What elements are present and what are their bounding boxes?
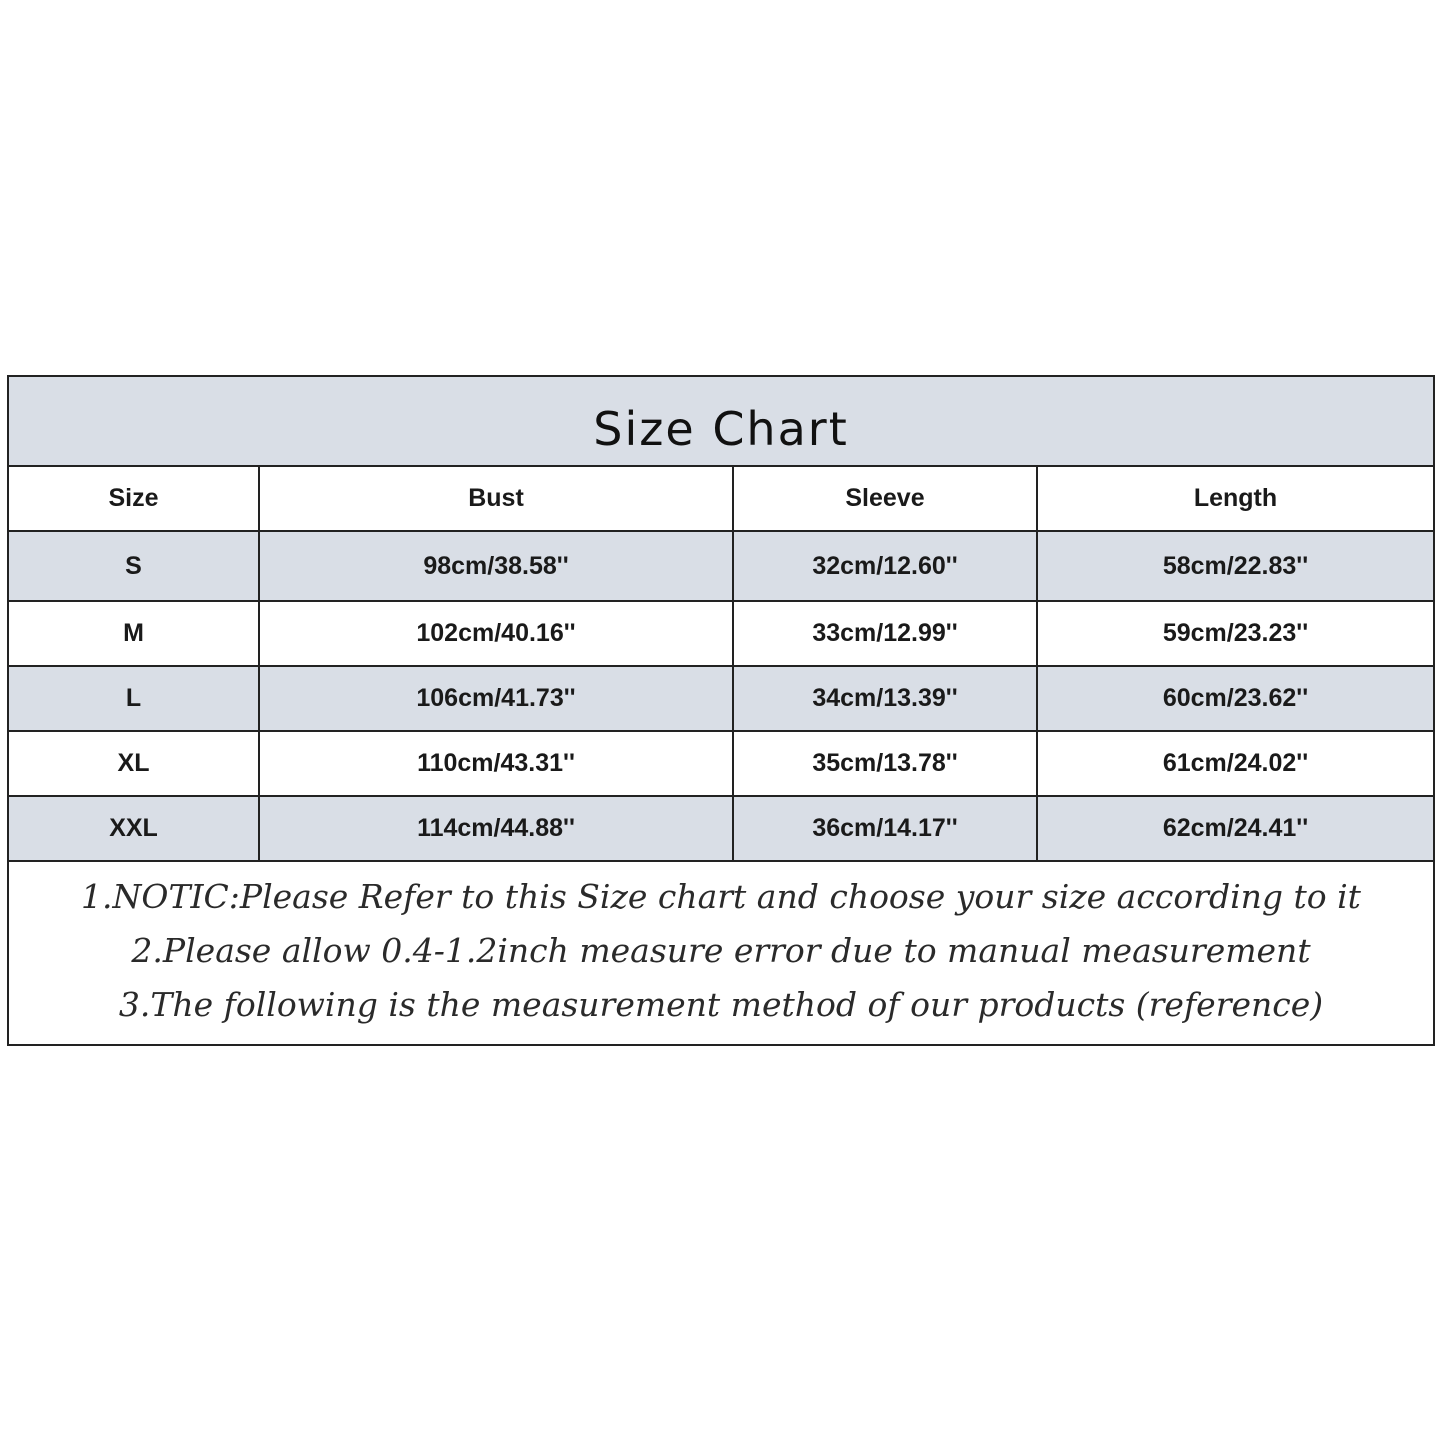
sleeve-cell: 35cm/13.78'' — [733, 731, 1037, 796]
column-header-size: Size — [9, 467, 259, 531]
table-row-xxl — [9, 796, 1433, 861]
title-bar — [9, 377, 1433, 467]
sleeve-cell: 32cm/12.60'' — [733, 531, 1037, 601]
size-cell: XL — [9, 731, 259, 796]
column-header-bust: Bust — [259, 467, 733, 531]
bust-cell: 110cm/43.31'' — [259, 731, 733, 796]
size-chart-card — [7, 375, 1435, 1046]
sleeve-cell: 34cm/13.39'' — [733, 666, 1037, 731]
size-table — [9, 467, 1433, 862]
note-line-1: 1.NOTIC:Please Refer to this Size chart and choose your size according to it — [81, 877, 1361, 916]
column-header-length: Length — [1037, 467, 1433, 531]
length-cell: 61cm/24.02'' — [1037, 731, 1433, 796]
chart-title: Size Chart — [593, 402, 849, 456]
table-row-l — [9, 666, 1433, 731]
bust-cell: 98cm/38.58'' — [259, 531, 733, 601]
table-row-s — [9, 531, 1433, 601]
sleeve-cell: 36cm/14.17'' — [733, 796, 1037, 861]
header-row — [9, 467, 1433, 531]
length-cell: 62cm/24.41'' — [1037, 796, 1433, 861]
length-cell: 60cm/23.62'' — [1037, 666, 1433, 731]
table-row-m — [9, 601, 1433, 666]
table-row-xl — [9, 731, 1433, 796]
bust-cell: 102cm/40.16'' — [259, 601, 733, 666]
note-line-3: 3.The following is the measurement method of our products (reference) — [118, 985, 1324, 1024]
column-header-sleeve: Sleeve — [733, 467, 1037, 531]
size-cell: M — [9, 601, 259, 666]
length-cell: 58cm/22.83'' — [1037, 531, 1433, 601]
size-cell: XXL — [9, 796, 259, 861]
size-cell: L — [9, 666, 259, 731]
size-cell: S — [9, 531, 259, 601]
sleeve-cell: 33cm/12.99'' — [733, 601, 1037, 666]
length-cell: 59cm/23.23'' — [1037, 601, 1433, 666]
bust-cell: 114cm/44.88'' — [259, 796, 733, 861]
notes-section — [9, 862, 1433, 1032]
bust-cell: 106cm/41.73'' — [259, 666, 733, 731]
note-line-2: 2.Please allow 0.4-1.2inch measure error due to manual measurement — [131, 931, 1311, 970]
